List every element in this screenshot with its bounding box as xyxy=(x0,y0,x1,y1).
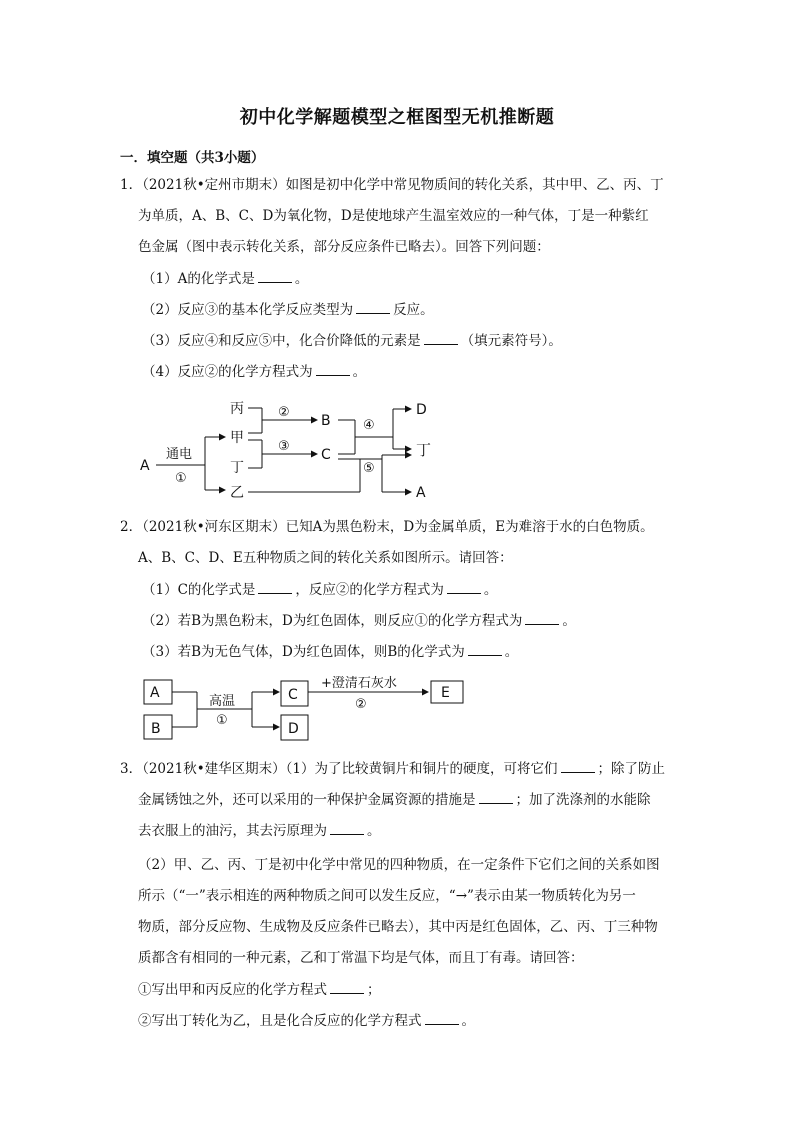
q3-text-line xyxy=(138,820,381,841)
q1-text-line: 为单质，A、B、C、D为氧化物，D是使地球产生温室效应的一种气体，丁是一种紫红 xyxy=(138,208,649,224)
q2-sub2-end: 。 xyxy=(562,613,576,629)
node-A: A xyxy=(150,685,160,701)
answer-blank[interactable] xyxy=(316,361,350,376)
answer-blank[interactable] xyxy=(479,789,513,804)
q1-sub-question xyxy=(142,299,434,320)
q2-sub1-text: （1）C的化学式是 xyxy=(142,582,256,598)
condition-electrolysis: 通电 xyxy=(166,447,193,462)
q2-text-line: 2．（2021秋•河东区期末）已知A为黑色粉末，D为金属单质，E为难溶于水的白色物质。 xyxy=(120,519,654,535)
node-ding: 丁 xyxy=(230,460,244,476)
node-ding-product: 丁 xyxy=(416,441,432,459)
q1-sub2-text: （2）反应③的基本化学反应类型为 xyxy=(142,302,354,318)
reaction-5-label: ⑤ xyxy=(363,461,375,476)
node-D: D xyxy=(416,402,427,418)
q2-sub-question xyxy=(142,641,518,662)
answer-blank[interactable] xyxy=(258,268,292,283)
q1-sub-question xyxy=(142,268,308,289)
q3-sub2-end: 。 xyxy=(461,1013,475,1029)
q2-sub1-end: 。 xyxy=(483,582,498,598)
q3-line3-text: 去衣服上的油污，其去污原理为 xyxy=(138,823,327,839)
answer-blank[interactable] xyxy=(330,820,364,835)
answer-blank[interactable] xyxy=(561,758,595,773)
page-title: 初中化学解题模型之框图型无机推断题 xyxy=(239,107,555,128)
q1-sub1-end: 。 xyxy=(294,271,309,287)
q1-diagram xyxy=(130,392,450,507)
q1-text-line: 1．（2021秋•定州市期末）如图是初中化学中常见物质间的转化关系，其中甲、乙、丙、丁 xyxy=(120,177,664,193)
reaction-1-label: ① xyxy=(175,471,187,486)
q3-sub-question xyxy=(138,1010,475,1031)
node-A-product: A xyxy=(416,485,426,501)
node-D: D xyxy=(288,721,299,737)
node-bing: 丙 xyxy=(230,401,244,417)
q3-sub1-end: ； xyxy=(367,982,381,998)
q3-text-line xyxy=(138,789,651,810)
q1-sub-question xyxy=(142,361,366,382)
reaction-2-label: ② xyxy=(278,405,290,420)
answer-blank[interactable] xyxy=(258,579,292,594)
q3-sub-question xyxy=(138,979,381,1000)
node-B: B xyxy=(321,413,331,429)
q3-line3-end: 。 xyxy=(367,823,381,839)
reaction-3-label: ③ xyxy=(278,439,290,454)
q3-paragraph-line: 质都含有相同的一种元素，乙和丁常温下均是气体，而且丁有毒。请回答： xyxy=(138,950,584,966)
answer-blank[interactable] xyxy=(425,1010,459,1025)
q3-line1-text: 3．（2021秋•建华区期末）（1）为了比较黄铜片和铜片的硬度，可将它们 xyxy=(120,761,558,777)
q3-line1-end: ；除了防止 xyxy=(597,761,665,777)
answer-blank[interactable] xyxy=(330,979,364,994)
q1-sub3-end: （填元素符号）。 xyxy=(460,333,562,349)
q3-paragraph-line: 物质，部分反应物、生成物及反应条件已略去），其中丙是红色固体，乙、丙、丁三种物 xyxy=(138,919,658,935)
q1-sub-question xyxy=(142,330,562,351)
answer-blank[interactable] xyxy=(447,579,481,594)
q2-sub-question xyxy=(142,579,497,600)
q1-sub2-end: 反应。 xyxy=(393,302,434,318)
q2-sub-question xyxy=(142,610,576,631)
q3-sub2-text: ②写出丁转化为乙，且是化合反应的化学方程式 xyxy=(138,1013,422,1029)
reaction-4-label: ④ xyxy=(363,418,375,433)
answer-blank[interactable] xyxy=(525,610,559,625)
answer-blank[interactable] xyxy=(356,299,390,314)
node-yi: 乙 xyxy=(230,485,244,501)
q1-sub4-text: （4）反应②的化学方程式为 xyxy=(142,364,313,380)
answer-blank[interactable] xyxy=(424,330,458,345)
node-jia: 甲 xyxy=(230,430,244,446)
node-E: E xyxy=(441,685,450,701)
q3-line2-text: 金属锈蚀之外，还可以采用的一种保护金属资源的措施是 xyxy=(138,792,476,808)
node-C: C xyxy=(288,687,298,703)
q3-line2-end: ；加了洗涤剂的水能除 xyxy=(515,792,651,808)
reaction-2-label: ② xyxy=(355,697,367,712)
node-A: A xyxy=(140,458,150,474)
q2-diagram xyxy=(130,672,480,747)
q2-sub3-text: （3）若B为无色气体，D为红色固体，则B的化学式为 xyxy=(142,644,465,660)
q1-sub3-text: （3）反应④和反应⑤中，化合价降低的元素是 xyxy=(142,333,421,349)
reaction-1-label: ① xyxy=(216,713,228,728)
q3-paragraph-line: 所示（“一”表示相连的两种物质之间可以发生反应，“→”表示由某一物质转化为另一 xyxy=(138,888,636,904)
condition-limewater: +澄清石灰水 xyxy=(321,676,397,691)
condition-high-temp: 高温 xyxy=(209,694,236,709)
node-C: C xyxy=(321,447,331,463)
q3-sub1-text: ①写出甲和丙反应的化学方程式 xyxy=(138,982,327,998)
section-heading: 一．填空题（共3小题） xyxy=(120,150,265,166)
node-B: B xyxy=(151,721,161,737)
q1-sub1-text: （1）A的化学式是 xyxy=(142,271,255,287)
q1-text-line: 色金属（图中表示转化关系，部分反应条件已略去）。回答下列问题： xyxy=(138,239,550,255)
q2-sub1-mid: ，反应②的化学方程式为 xyxy=(295,582,444,598)
answer-blank[interactable] xyxy=(468,641,502,656)
q2-text-line: A、B、C、D、E五种物质之间的转化关系如图所示。请回答： xyxy=(138,550,513,566)
q2-sub3-end: 。 xyxy=(504,644,519,660)
q3-paragraph-line: （2）甲、乙、丙、丁是初中化学中常见的四种物质，在一定条件下它们之间的关系如图 xyxy=(138,857,660,873)
q2-sub2-text: （2）若B为黑色粉末，D为红色固体，则反应①的化学方程式为 xyxy=(142,613,523,629)
q3-text-line xyxy=(120,758,665,779)
q1-sub4-end: 。 xyxy=(352,364,367,380)
